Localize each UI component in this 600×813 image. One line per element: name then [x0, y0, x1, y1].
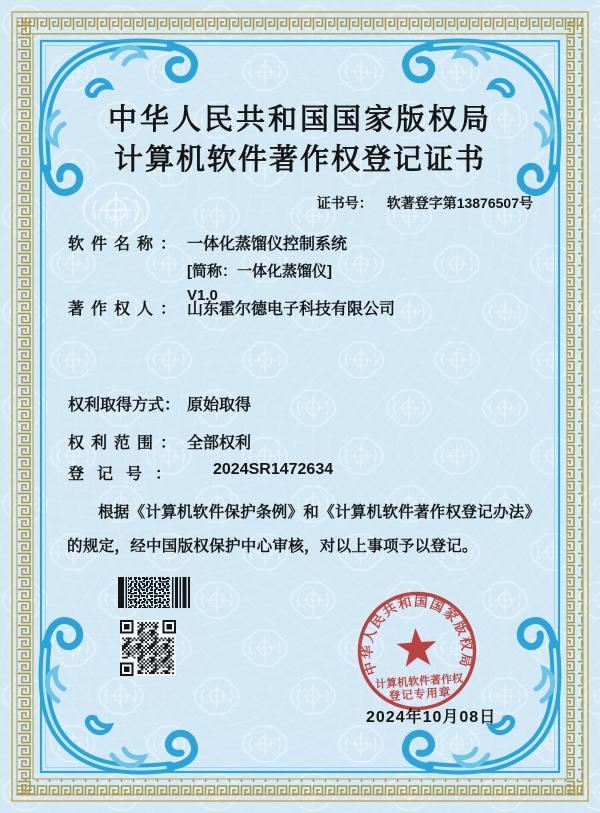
seal-star-icon	[395, 627, 437, 668]
certificate-number-value: 软著登字第13876507号	[386, 195, 533, 211]
software-name-value	[187, 231, 347, 304]
scope-value: 全部权利	[187, 435, 252, 452]
acquisition-value: 原始取得	[187, 397, 252, 414]
official-seal	[350, 584, 484, 718]
software-name-line: 一体化蒸馏仪控制系统	[187, 236, 348, 253]
certificate-title: 计算机软件著作权登记证书	[113, 144, 486, 176]
owner-value: 山东霍尔德电子科技有限公司	[187, 301, 396, 318]
barcode-2d	[118, 577, 190, 608]
authority-title: 中华人民共和国国家版权局	[107, 104, 492, 136]
scope-label: 权利范围：	[68, 435, 184, 452]
certificate-number	[317, 193, 533, 213]
acquisition-label: 权利取得方式：	[68, 397, 181, 414]
seal-text-line2: 登记专用章	[388, 686, 452, 704]
registration-label: 登记号：	[68, 466, 185, 483]
qr-code	[120, 620, 176, 676]
software-name-label: 软件名称：	[68, 236, 184, 253]
statement-paragraph: 根据《计算机软件保护条例》和《计算机软件著作权登记办法》的规定，经中国版权保护中心审核，对以上事项予以登记。	[67, 504, 533, 555]
software-short-name: [简称：一体化蒸馏仪]	[187, 263, 332, 280]
registration-number: 2024SR1472634	[213, 461, 334, 478]
seal-text-line1: 计算机软件著作权	[374, 672, 464, 691]
software-version: V1.0	[187, 287, 218, 304]
owner-label: 著作权人：	[68, 301, 184, 318]
seal-arc-text: 中华人民共和国国家版权局	[359, 593, 475, 678]
issue-date: 2024年10月08日	[366, 709, 497, 726]
certificate-number-label: 证书号：	[316, 195, 373, 211]
